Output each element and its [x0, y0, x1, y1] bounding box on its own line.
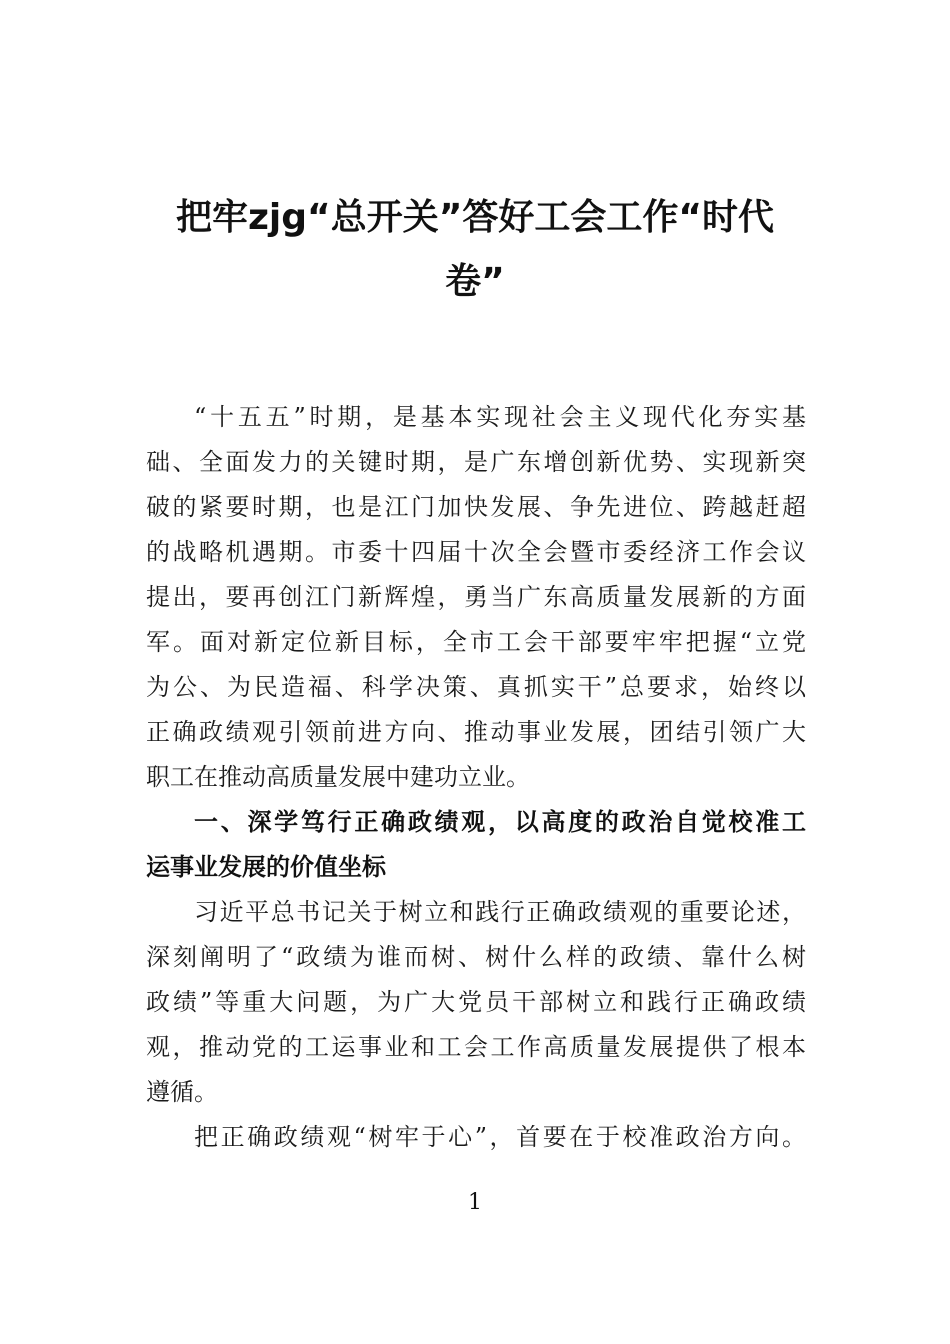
paragraph-2-line: 深刻阐明了“政绩为谁而树、树什么样的政绩、靠什么树: [146, 943, 806, 971]
paragraph-1-line: 军。面对新定位新目标，全市工会干部要牢牢把握“立党: [146, 628, 806, 656]
document-title-line-2: 卷”: [445, 261, 505, 302]
paragraph-1-line: “十五五”时期，是基本实现社会主义现代化夯实基: [194, 403, 806, 431]
section-heading-line: 运事业发展的价值坐标: [146, 853, 386, 881]
paragraph-1-line: 的战略机遇期。市委十四届十次全会暨市委经济工作会议: [146, 538, 806, 566]
paragraph-2-line: 政绩”等重大问题，为广大党员干部树立和践行正确政绩: [146, 988, 806, 1016]
document-title-line-1: 把牢zjg“总开关”答好工会工作“时代: [175, 197, 775, 238]
paragraph-2-line: 观，推动党的工运事业和工会工作高质量发展提供了根本: [146, 1033, 806, 1061]
paragraph-1-line: 职工在推动高质量发展中建功立业。: [146, 763, 530, 791]
paragraph-1-line: 为公、为民造福、科学决策、真抓实干”总要求，始终以: [146, 673, 806, 701]
paragraph-1-line: 提出，要再创江门新辉煌，勇当广东高质量发展新的方面: [146, 583, 806, 611]
paragraph-2-line: 习近平总书记关于树立和践行正确政绩观的重要论述，: [194, 898, 806, 926]
paragraph-1-line: 础、全面发力的关键时期，是广东增创新优势、实现新突: [146, 448, 806, 476]
paragraph-1-line: 破的紧要时期，也是江门加快发展、争先进位、跨越赶超: [146, 493, 806, 521]
page-number: 1: [468, 1190, 482, 1215]
section-heading-line: 一、深学笃行正确政绩观，以高度的政治自觉校准工: [194, 808, 806, 836]
paragraph-2-line: 遵循。: [146, 1078, 218, 1106]
paragraph-3-line: 把正确政绩观“树牢于心”，首要在于校准政治方向。: [194, 1123, 806, 1151]
paragraph-1-line: 正确政绩观引领前进方向、推动事业发展，团结引领广大: [146, 718, 806, 746]
